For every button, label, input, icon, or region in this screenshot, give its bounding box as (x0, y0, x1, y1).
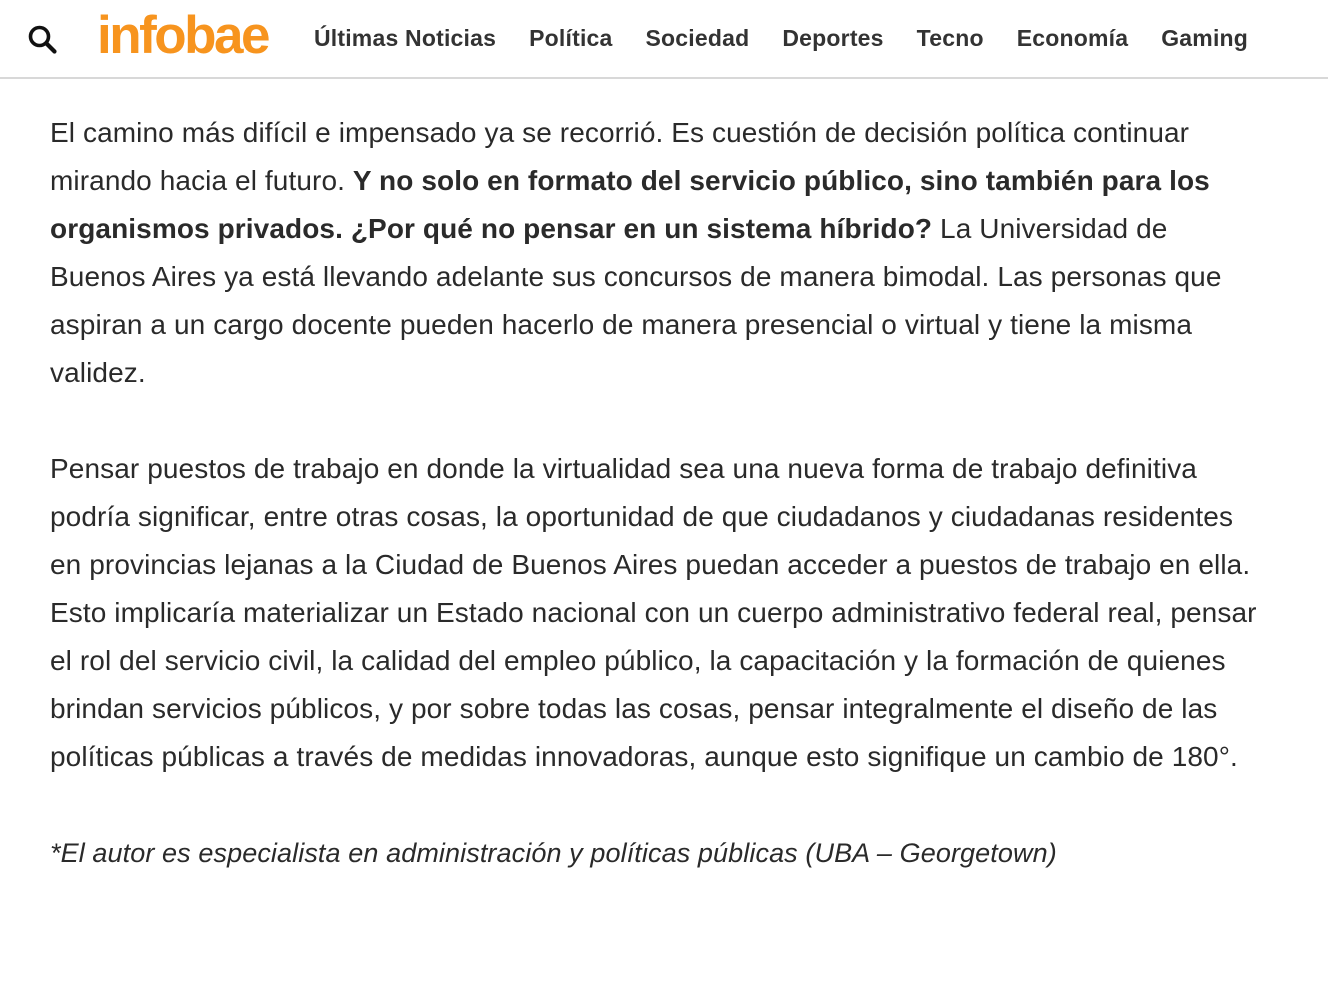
search-button[interactable] (25, 22, 59, 56)
nav-item-sociedad[interactable]: Sociedad (645, 25, 750, 51)
nav-item-economia[interactable]: Economía (1016, 25, 1129, 51)
nav-item-gaming[interactable]: Gaming (1161, 25, 1249, 51)
article-paragraph-1 (50, 109, 1262, 397)
nav-item-politica[interactable]: Política (529, 25, 613, 51)
nav-item-ultimas-noticias[interactable]: Últimas Noticias (313, 25, 497, 51)
article-body (0, 79, 1328, 877)
article-paragraph-2: Pensar puestos de trabajo en donde la virtualidad sea una nueva forma de trabajo definitiva podría significar, entre otras cosas, la oportunidad de que ciudadanos y ciudadanas residentes en provincias lejanas a la Ciudad de Buenos Aires puedan acceder a puestos de trabajo en ella. Esto implicaría materializar un Estado nacional con un cuerpo administrativo federal real, pensar el rol del servicio civil, la calidad del empleo público, la capacitación y la formación de quienes brindan servicios públicos, y por sobre todas las cosas, pensar integralmente el diseño de las políticas públicas a través de medidas innovadoras, aunque esto signifique un cambio de 180°. (50, 453, 1257, 772)
nav-item-tecno[interactable]: Tecno (916, 25, 984, 51)
search-icon (26, 23, 58, 55)
main-nav (314, 25, 1248, 52)
infobae-logo[interactable]: infobae (97, 6, 268, 65)
paragraph-1-text-start: El camino más difícil e impensado ya se recorrió. Es cuestión de decisión política continuar mirando hacia el futuro. (50, 117, 1190, 196)
author-note: *El autor es especialista en administración y políticas públicas (UBA – Georgetown) (50, 838, 1057, 868)
nav-item-deportes[interactable]: Deportes (782, 25, 884, 51)
paragraph-1-bold-text: Y no solo en formato del servicio público, sino también para los organismos privados. ¿Por qué no pensar en un sistema híbrido? (50, 165, 1210, 244)
top-navigation-bar (0, 0, 1328, 79)
paragraph-1-text-end: La Universidad de Buenos Aires ya está llevando adelante sus concursos de manera bimodal. Las personas que aspiran a un cargo docente pueden hacerlo de manera presencial o virtual y tiene la misma validez. (50, 213, 1222, 388)
